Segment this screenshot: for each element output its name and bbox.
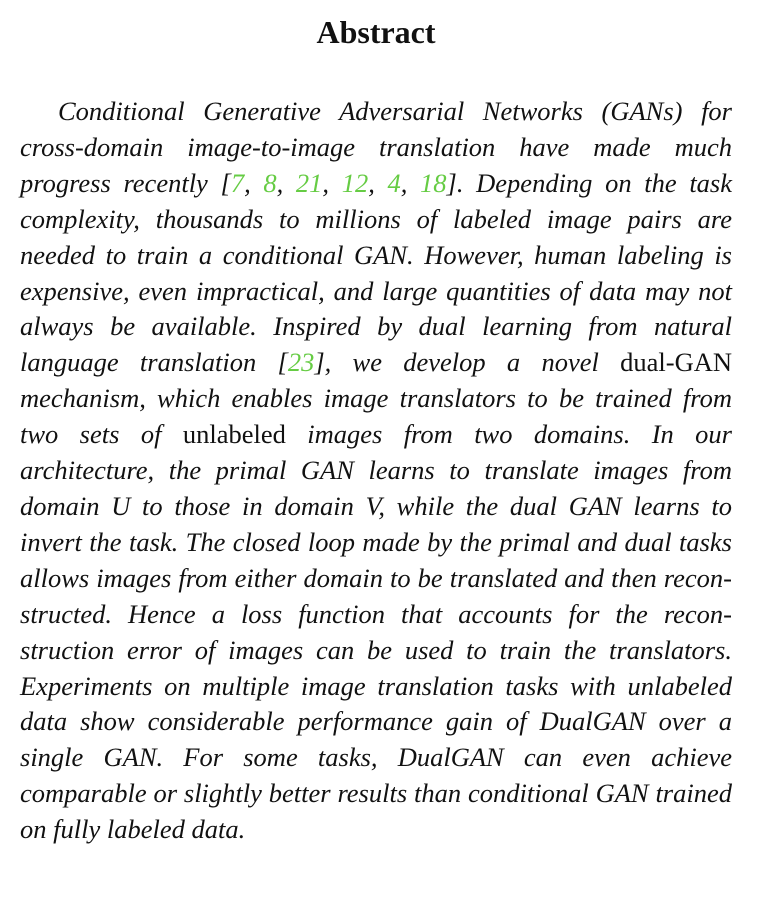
citation-ref[interactable]: 4: [387, 167, 401, 198]
citation-ref[interactable]: 21: [295, 167, 323, 198]
term-unlabeled: unlabeled: [182, 419, 286, 450]
abstract-paragraph: [20, 94, 732, 848]
paper-page: [20, 0, 732, 900]
citation-ref[interactable]: 23: [287, 347, 315, 378]
abstract-text-part-4: mechanism, which enables image translators to be trained from two sets of: [20, 383, 732, 450]
term-dual-gan: dual-GAN: [620, 347, 732, 378]
citation-separator: ,: [322, 167, 342, 198]
citation-separator: ,: [400, 167, 421, 198]
citation-ref[interactable]: 7: [230, 167, 245, 198]
abstract-text-part-3: ], we develop a novel: [314, 347, 621, 378]
abstract-text-part-5: images from two domains. In our architecture, the primal GAN learns to translate images from domain U to those in domain V, while the dual GAN learns to invert the task. The closed loop made by the primal and dual tasks allows images from either domain to be translated and then reconstructed. Hence a loss function that accounts for the reconstruction error of images can be used to train the translators. Experiments on multiple image translation tasks with unlabeled data show considerable performance gain of DualGAN over a single GAN. For some tasks, DualGAN can even achieve comparable or slightly better results than conditional GAN trained on fully labeled data.: [20, 419, 732, 845]
citation-ref[interactable]: 12: [341, 167, 369, 198]
section-title: Abstract: [316, 14, 436, 50]
citation-separator: ,: [368, 167, 388, 198]
citation-ref[interactable]: 18: [420, 167, 447, 198]
citation-ref[interactable]: 8: [263, 167, 277, 198]
citation-separator: ,: [276, 167, 296, 198]
citation-separator: ,: [244, 167, 264, 198]
abstract-text-part-1: Conditional Generative Adversarial Networks (GANs) for cross-domain image-to-image translation have made much progress recently [: [20, 96, 732, 198]
abstract-text-part-2: ]. Depending on the task complexity, thousands to millions of labeled image pairs are needed to train a conditional GAN. However, human labeling is expensive, even impractical, and large quantities of data may not always be available. Inspired by dual learning from natural language translation [: [20, 167, 733, 378]
